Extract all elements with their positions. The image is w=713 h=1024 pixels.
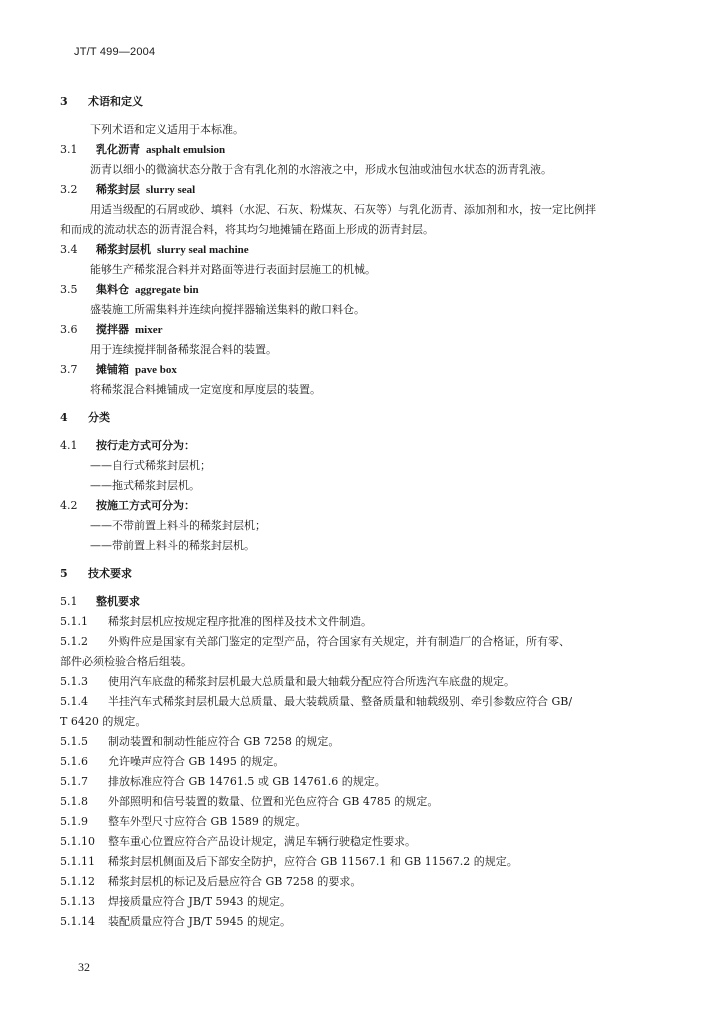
section-number: 5 xyxy=(60,567,68,580)
clause-number: 5.1 xyxy=(60,595,78,608)
term-3-1 xyxy=(60,140,660,180)
term-3-4 xyxy=(60,240,660,280)
term-number: 3.7 xyxy=(60,363,78,376)
term-3-5 xyxy=(60,280,660,320)
section-title: 术语和定义 xyxy=(88,95,143,108)
clause-5-1-10: 5.1.10 整车重心位置应符合产品设计规定，满足车辆行驶稳定性要求。 xyxy=(60,835,416,848)
section-number: 4 xyxy=(60,411,68,424)
clause-title: 整机要求 xyxy=(96,595,140,608)
clause-number: 4.2 xyxy=(60,499,78,512)
term-definition: 盛装施工所需集料并连续向搅拌器输送集料的敞口料仓。 xyxy=(90,303,365,316)
document-body xyxy=(60,92,660,932)
clause-5-1-7: 5.1.7 排放标准应符合 GB 14761.5 或 GB 14761.6 的规定。 xyxy=(60,775,386,788)
term-number: 3.2 xyxy=(60,183,78,196)
term-cn: 稀浆封层机 xyxy=(96,243,151,256)
subsection-5-1-heading xyxy=(60,592,660,612)
clause-number: 4.1 xyxy=(60,439,78,452)
term-definition: 将稀浆混合料摊铺成一定宽度和厚度层的装置。 xyxy=(90,383,321,396)
term-number: 3.1 xyxy=(60,143,78,156)
term-en: asphalt emulsion xyxy=(146,144,226,156)
clause-5-1-1: 5.1.1 稀浆封层机应按规定程序批准的图样及技术文件制造。 xyxy=(60,615,372,628)
term-definition-cont: 和而成的流动状态的沥青混合料，将其均匀地摊铺在路面上形成的沥青封层。 xyxy=(60,223,434,236)
term-number: 3.5 xyxy=(60,283,78,296)
section-5-heading xyxy=(60,564,660,584)
clause-5-1-4: 5.1.4 半挂汽车式稀浆封层机最大总质量、最大装载质量、整备质量和轴载级别、牵引参数应符合 GB/ xyxy=(60,695,573,708)
section-3-heading xyxy=(60,92,660,112)
section-4-heading xyxy=(60,408,660,428)
clause-5-1-2-cont: 部件必须检验合格后组装。 xyxy=(60,655,192,668)
term-3-7 xyxy=(60,360,660,400)
term-en: pave box xyxy=(135,364,177,376)
clause-title: 按行走方式可分为： xyxy=(96,439,195,452)
clause-5-1-13: 5.1.13 焊接质量应符合 JB/T 5943 的规定。 xyxy=(60,895,292,908)
clause-5-1-14: 5.1.14 装配质量应符合 JB/T 5945 的规定。 xyxy=(60,915,292,928)
clause-title: 按施工方式可分为： xyxy=(96,499,195,512)
term-3-2 xyxy=(60,180,660,240)
term-cn: 乳化沥青 xyxy=(96,143,140,156)
list-item: ——自行式稀浆封层机； xyxy=(90,459,211,472)
list-item: ——不带前置上料斗的稀浆封层机； xyxy=(90,519,266,532)
page-number: 32 xyxy=(78,960,90,974)
section-title: 分类 xyxy=(88,411,110,424)
clause-5-1-8: 5.1.8 外部照明和信号装置的数量、位置和光色应符合 GB 4785 的规定。 xyxy=(60,795,439,808)
term-number: 3.6 xyxy=(60,323,78,336)
list-item: ——拖式稀浆封层机。 xyxy=(90,479,200,492)
term-cn: 搅拌器 xyxy=(96,323,129,336)
term-cn: 集料仓 xyxy=(96,283,129,296)
term-definition: 用适当级配的石屑或砂、填料（水泥、石灰、粉煤灰、石灰等）与乳化沥青、添加剂和水，按一定比例拌 xyxy=(90,203,596,216)
section-3-intro: 下列术语和定义适用于本标准。 xyxy=(90,123,244,136)
clause-5-1-12: 5.1.12 稀浆封层机的标记及后悬应符合 GB 7258 的要求。 xyxy=(60,875,362,888)
term-en: mixer xyxy=(135,324,163,336)
clause-5-1-3: 5.1.3 使用汽车底盘的稀浆封层机最大总质量和最大轴载分配应符合所选汽车底盘的规定。 xyxy=(60,675,515,688)
clause-5-1-11: 5.1.11 稀浆封层机侧面及后下部安全防护，应符合 GB 11567.1 和 GB 11567.2 的规定。 xyxy=(60,855,518,868)
clause-5-1-4-cont: T 6420 的规定。 xyxy=(60,715,147,728)
section-number: 3 xyxy=(60,95,68,108)
clause-5-1-5: 5.1.5 制动装置和制动性能应符合 GB 7258 的规定。 xyxy=(60,735,340,748)
term-3-6 xyxy=(60,320,660,360)
section-title: 技术要求 xyxy=(88,567,132,580)
clause-5-1-6: 5.1.6 允许噪声应符合 GB 1495 的规定。 xyxy=(60,755,285,768)
class-4-2 xyxy=(60,496,660,556)
clause-5-1-2: 5.1.2 外购件应是国家有关部门鉴定的定型产品，符合国家有关规定，并有制造厂的合格证，所有零、 xyxy=(60,635,570,648)
term-en: slurry seal xyxy=(146,184,196,196)
term-number: 3.4 xyxy=(60,243,78,256)
term-definition: 用于连续搅拌制备稀浆混合料的装置。 xyxy=(90,343,277,356)
class-4-1 xyxy=(60,436,660,496)
term-definition: 能够生产稀浆混合料并对路面等进行表面封层施工的机械。 xyxy=(90,263,376,276)
term-en: aggregate bin xyxy=(135,284,199,296)
term-cn: 稀浆封层 xyxy=(96,183,140,196)
list-item: ——带前置上料斗的稀浆封层机。 xyxy=(90,539,255,552)
term-cn: 摊铺箱 xyxy=(96,363,129,376)
clause-5-1-9: 5.1.9 整车外型尺寸应符合 GB 1589 的规定。 xyxy=(60,815,307,828)
term-definition: 沥青以细小的微滴状态分散于含有乳化剂的水溶液之中，形成水包油或油包水状态的沥青乳液。 xyxy=(90,163,552,176)
standard-code: JT/T 499—2004 xyxy=(74,46,156,58)
term-en: slurry seal machine xyxy=(157,244,249,256)
